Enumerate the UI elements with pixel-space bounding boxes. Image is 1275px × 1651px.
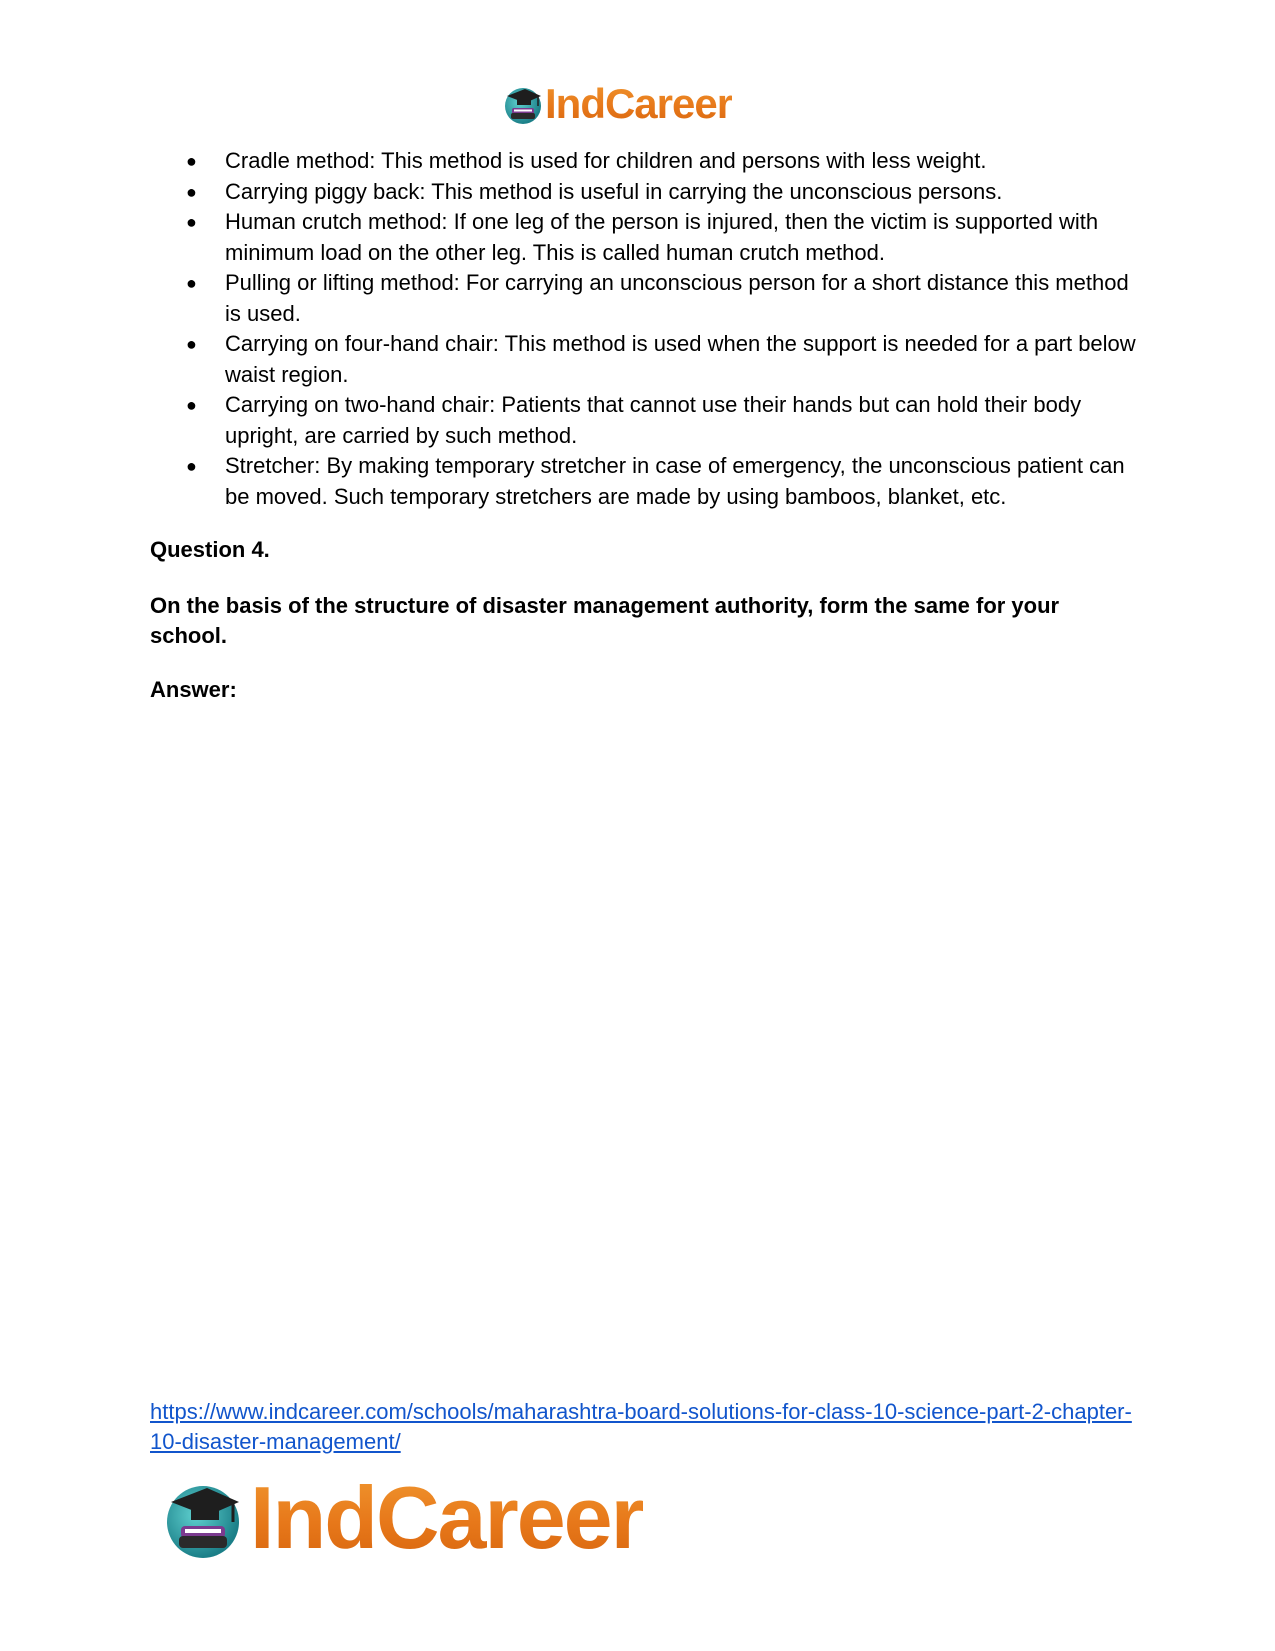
bullet-icon: ● (186, 395, 197, 415)
list-item: ● Pulling or lifting method: For carrying an unconscious person for a short distance this method is used. (186, 270, 1129, 326)
list-item: ● Cradle method: This method is used for children and persons with less weight. (186, 146, 1146, 177)
answer-label: Answer: (150, 677, 237, 702)
bullet-icon: ● (186, 456, 197, 476)
graduation-cap-books-globe-icon (160, 1474, 246, 1562)
question-label: Question 4. (150, 537, 270, 562)
bullet-icon: ● (186, 334, 197, 354)
footer-wordmark: IndCareer (250, 1468, 643, 1567)
source-link[interactable]: https://www.indcareer.com/schools/maharashtra-board-solutions-for-class-10-science-part-2-chapter-10-disaster-management/ (150, 1399, 1132, 1454)
list-item: ● Carrying piggy back: This method is useful in carrying the unconscious persons. (186, 177, 1146, 208)
graduation-cap-books-globe-icon (503, 82, 543, 126)
header-wordmark: IndCareer (545, 80, 733, 127)
bullet-icon: ● (186, 212, 197, 232)
list-item: ● Stretcher: By making temporary stretcher in case of emergency, the unconscious patient can be moved. Such temporary stretchers are made by using bamboos, blanket, etc. (186, 453, 1125, 509)
bullet-icon: ● (186, 273, 197, 293)
header-logo (503, 80, 732, 128)
bullet-icon: ● (186, 181, 197, 202)
method-list (186, 146, 1146, 512)
bullet-icon: ● (186, 151, 197, 171)
question-text: On the basis of the structure of disaster management authority, form the same for your school. (150, 593, 1060, 648)
footer-logo (160, 1468, 643, 1567)
list-item: ● Carrying on two-hand chair: Patients that cannot use their hands but can hold their body upright, are carried by such method. (186, 392, 1082, 448)
list-item: ● Human crutch method: If one leg of the person is injured, then the victim is supported with minimum load on the other leg. This is called human crutch method. (186, 209, 1099, 265)
list-item: ● Carrying on four-hand chair: This method is used when the support is needed for a part below waist region. (186, 331, 1136, 387)
